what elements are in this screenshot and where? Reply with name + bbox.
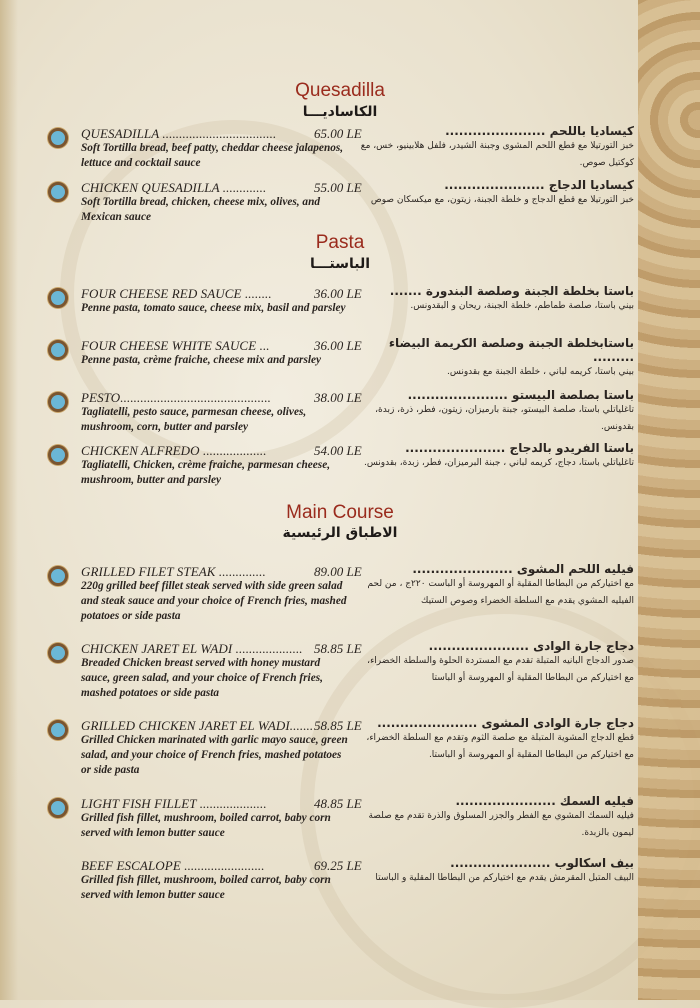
item-name-arabic: دجاج جارة الوادى المشوى ...................... — [377, 716, 634, 730]
item-name-arabic: باستا بصلصة البيستو ...................... — [407, 388, 634, 402]
bullet-icon — [48, 445, 68, 465]
item-description: Grilled fish fillet, mushroom, boiled carrot, baby corn served with lemon butter sauce — [81, 812, 331, 839]
menu-item — [44, 639, 644, 713]
item-arabic — [359, 388, 634, 436]
item-price: 48.85 LE — [314, 796, 362, 811]
item-english — [81, 338, 351, 368]
section-title-arabic: الكاساديـــا — [302, 104, 378, 120]
item-description-arabic: تاغلياتلي باستا، صلصة البيستو، جبنة بارميزان، زيتون، فطر، ذرة، زبدة، بقدونس. — [375, 405, 634, 432]
item-name-arabic: بيف اسكالوب ...................... — [450, 856, 634, 870]
item-description-arabic: بيني باستا، صلصة طماطم، خلطة الجبنة، ريحان و البقدونس. — [410, 301, 634, 311]
item-arabic — [359, 284, 634, 315]
item-name-arabic: كيساديا الدجاج ...................... — [444, 178, 634, 192]
item-price: 69.25 LE — [314, 858, 362, 873]
item-description: 220g grilled beef fillet steak served with side green salad and steak sauce and your choice of French fries, mashed potatoes or side pasta — [81, 580, 347, 622]
item-name: CHICKEN QUESADILLA ............. — [81, 180, 267, 195]
item-english — [81, 126, 351, 171]
menu-item — [44, 856, 644, 930]
item-name: BEEF ESCALOPE ........................ — [81, 858, 265, 873]
item-name-arabic: كيساديا باللحم ...................... — [445, 124, 634, 138]
item-description: Soft Tortilla bread, chicken, cheese mix, olives, and Mexican sauce — [81, 196, 320, 223]
item-english — [81, 858, 351, 903]
item-name-arabic: فيليه السمك ...................... — [455, 794, 634, 808]
item-name: FOUR CHEESE WHITE SAUCE ... — [81, 338, 270, 353]
item-description: Penne pasta, crème fraiche, cheese mix and parsley — [81, 354, 322, 366]
item-name: CHICKEN JARET EL WADI .................... — [81, 641, 303, 656]
item-english — [81, 390, 351, 435]
item-description-arabic: خبز التورتيلا مع قطع الدجاج و خلطة الجبنة، زيتون، مع ميكسكان صوص — [370, 195, 634, 205]
item-price: 36.00 LE — [314, 286, 362, 301]
item-description-arabic: خبز التورتيلا مع قطع اللحم المشوى وجبنة الشيدر، فلفل هلابينيو، خس، مع كوكتيل صوص. — [360, 141, 634, 168]
section-title: Pasta — [315, 232, 365, 253]
item-description-arabic: فيليه السمك المشوي مع الفطر والجزر المسلوق والذرة تقدم مع صلصة ليمون بالزبدة. — [368, 811, 634, 838]
item-arabic — [359, 441, 634, 472]
menu-item — [44, 562, 644, 636]
item-description: Tagliatelli, Chicken, crème fraiche, parmesan cheese, mushroom, butter and parsley — [81, 459, 331, 486]
page-edge-shadow — [0, 0, 18, 1000]
item-price: 89.00 LE — [314, 564, 362, 579]
section-title: Quesadilla — [295, 80, 385, 101]
item-description-arabic: البيف المتبل المقرمش يقدم مع اختياركم من البطاطا المقلية و الباستا — [375, 873, 634, 883]
item-description: Tagliatelli, pesto sauce, parmesan cheese, olives, mushroom, corn, butter and parsley — [81, 406, 307, 433]
bullet-icon — [48, 566, 68, 586]
bullet-icon — [48, 182, 68, 202]
item-name: LIGHT FISH FILLET .................... — [81, 796, 267, 811]
item-arabic — [359, 562, 634, 610]
item-name-arabic: باستابخلطة الجبنة وصلصة الكريمة البيضاء ......... — [388, 336, 634, 364]
item-arabic — [359, 794, 634, 842]
bullet-icon — [48, 288, 68, 308]
item-arabic — [359, 716, 634, 764]
item-arabic — [359, 856, 634, 887]
item-description-arabic: تاغلياتلي باستا، دجاج، كريمه لباني ، جبنة البرميزان، فطر، زبدة، بقدونس. — [363, 458, 634, 468]
item-arabic — [359, 639, 634, 687]
item-description-arabic: صدور الدجاج البانيه المتبلة تقدم مع المستردة الحلوة والسلطة الخضراء، مع اختياركم من البطاطا المقلية أو المهروسة أو الباستا — [367, 656, 634, 683]
item-description: Grilled fish fillet, mushroom, boiled carrot, baby corn served with lemon butter sauce — [81, 874, 331, 901]
section-title: Main Course — [286, 502, 394, 523]
item-description: Grilled Chicken marinated with garlic mayo sauce, green salad, and your choice of French fries, mashed potatoes or side pasta — [81, 734, 348, 776]
item-description-arabic: قطع الدجاج المشوية المتبلة مع صلصة الثوم وتقدم مع السلطة الخضراء، مع اختياركم من البطاطا المقلية أو المهروسة أو الباستا. — [366, 733, 634, 760]
item-price: 36.00 LE — [314, 338, 362, 353]
bullet-icon — [48, 643, 68, 663]
item-description: Penne pasta, tomato sauce, cheese mix, basil and parsley — [81, 302, 346, 314]
bullet-icon — [48, 720, 68, 740]
bullet-icon — [48, 340, 68, 360]
item-english — [81, 286, 351, 316]
item-price: 38.00 LE — [314, 390, 362, 405]
item-description-arabic: مع اختياركم من البطاطا المقلية أو المهروسة أو الباست ٢٢٠ج ، من لحم الفيليه المشوي يقدم مع السلطة الخضراء وصوص الستيك — [367, 579, 634, 606]
item-english — [81, 564, 351, 624]
item-description: Breaded Chicken breast served with honey mustard sauce, green salad, and your choice of French fries, mashed potatoes or side pasta — [81, 657, 323, 699]
bullet-icon — [48, 392, 68, 412]
item-arabic — [359, 124, 634, 172]
item-name: QUESADILLA .................................. — [81, 126, 277, 141]
bullet-icon — [48, 798, 68, 818]
bullet-icon — [48, 128, 68, 148]
item-name: GRILLED CHICKEN JARET EL WADI....... — [81, 718, 314, 733]
item-description-arabic: بيني باستا، كريمه لباني ، خلطة الجبنة مع بقدونس. — [446, 367, 634, 377]
item-name: CHICKEN ALFREDO ................... — [81, 443, 267, 458]
section-title-arabic: الباستـــا — [309, 256, 371, 272]
item-english — [81, 641, 351, 701]
item-name-arabic: دجاج جارة الوادى ...................... — [428, 639, 634, 653]
item-name-arabic: باستا الفريدو بالدجاج ...................... — [405, 441, 634, 455]
item-price: 58.85 LE — [314, 718, 362, 733]
item-name-arabic: فيليه اللحم المشوى ...................... — [412, 562, 634, 576]
item-english — [81, 796, 351, 841]
item-english — [81, 718, 351, 778]
item-arabic — [359, 336, 634, 381]
item-price: 58.85 LE — [314, 641, 362, 656]
item-price: 65.00 LE — [314, 126, 362, 141]
item-price: 55.00 LE — [314, 180, 362, 195]
item-price: 54.00 LE — [314, 443, 362, 458]
item-english — [81, 180, 351, 225]
item-name: PESTO............................................. — [81, 390, 272, 405]
item-description: Soft Tortilla bread, beef patty, cheddar cheese jalapenos, lettuce and cocktail sauce — [81, 142, 344, 169]
item-name: GRILLED FILET STEAK .............. — [81, 564, 266, 579]
item-name-arabic: باستا بخلطة الجبنة وصلصة البندورة ....... — [389, 284, 634, 298]
item-arabic — [359, 178, 634, 209]
menu-item — [44, 716, 644, 790]
item-name: FOUR CHEESE RED SAUCE ........ — [81, 286, 272, 301]
item-english — [81, 443, 351, 488]
section-title-arabic: الاطباق الرئيسية — [282, 525, 398, 541]
decorative-border — [638, 0, 700, 1000]
